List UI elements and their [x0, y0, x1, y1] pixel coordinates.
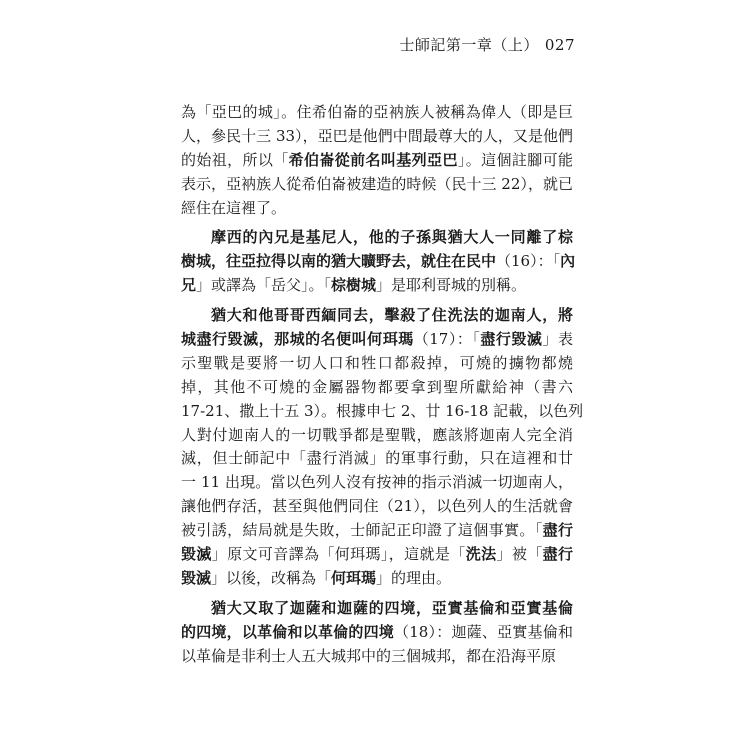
commentary-text: 」表: [542, 330, 573, 349]
paragraph: [181, 304, 584, 591]
running-header: [399, 34, 575, 55]
commentary-text: 」或譯為「岳父」。「: [196, 276, 332, 295]
text-line: [181, 197, 573, 221]
commentary-text: 的始祖，所以「: [181, 150, 289, 169]
commentary-text: 人，參民十三 33），亞巴是他們中間最尊大的人，又是他們: [181, 126, 573, 145]
text-line: [181, 328, 573, 352]
bold-scripture-text: 的四境，以革倫和以革倫的四境: [181, 622, 395, 641]
bold-scripture-text: 毀滅: [181, 568, 212, 587]
bold-scripture-text: 猶大又取了迦薩和迦薩的四境，亞實基倫和亞實基倫: [211, 598, 573, 617]
commentary-text: 」以後，改稱為「: [211, 568, 332, 587]
commentary-text: 」被「: [496, 545, 543, 564]
text-line: [181, 424, 573, 448]
text-line: [181, 226, 573, 250]
bold-scripture-text: 洗法: [465, 545, 497, 564]
commentary-text: （18）：迦薩、亞實基倫和: [394, 622, 573, 641]
text-line: [181, 101, 573, 125]
bold-scripture-text: 城盡行毀滅，那城的名便叫何珥瑪: [181, 330, 414, 349]
text-line: [181, 621, 573, 645]
bold-scripture-text: 何珥瑪: [331, 568, 377, 587]
commentary-text: 17-21、撒上十五 3）。根據申七 2、廿 16-18 記載，以色列: [181, 401, 584, 420]
bold-scripture-text: 毀滅: [181, 545, 212, 564]
bold-scripture-text: 盡行: [542, 521, 573, 540]
commentary-text: 示聖戰是要將一切人口和牲口都殺掉，可燒的擄物都燒: [181, 353, 573, 372]
paragraph: [181, 101, 573, 220]
bold-scripture-text: 盡行毀滅: [480, 330, 543, 349]
bold-scripture-text: 希伯崙從前名叫基列亞巴: [288, 150, 458, 169]
commentary-text: 表示，亞衲族人從希伯崙被建造的時候（民十三 22），就已: [181, 174, 573, 193]
text-line: [181, 352, 573, 376]
text-line: [181, 645, 573, 669]
text-line: [181, 543, 573, 567]
text-line: [181, 274, 573, 298]
commentary-text: （17）：「: [413, 330, 481, 349]
bold-scripture-text: 猶大和他哥哥西緬同去，擊殺了住洗法的迦南人，將: [211, 306, 573, 325]
paragraph: [181, 226, 576, 298]
page-number: 027: [544, 36, 575, 54]
commentary-text: 」是耶利哥城的別稱。: [376, 276, 527, 295]
commentary-text: 經住在這裡了。: [181, 198, 287, 217]
text-line: [181, 567, 573, 591]
commentary-text: （16）：「: [496, 252, 561, 271]
text-line: [181, 597, 573, 621]
text-line: [181, 125, 573, 149]
text-line: [181, 471, 573, 495]
text-line: [181, 519, 573, 543]
commentary-text: 人對付迦南人的一切戰爭都是聖戰，應該將迦南人完全消: [181, 425, 573, 444]
commentary-text: 掉，其他不可燒的金屬器物都要拿到聖所獻給神（書六: [181, 377, 573, 396]
commentary-text: 滅，但士師記中「盡行消滅」的軍事行動，只在這裡和廿: [181, 449, 573, 468]
bold-scripture-text: 棕樹城: [331, 276, 377, 295]
commentary-text: 為「亞巴的城」。住希伯崙的亞衲族人被稱為偉人（即是巨: [181, 103, 573, 121]
text-line: [181, 304, 573, 328]
paragraph: [181, 597, 573, 669]
bold-scripture-text: 摩西的內兄是基尼人，他的子孫與猶大人一同離了棕: [211, 228, 573, 247]
bold-scripture-text: 盡行: [542, 545, 573, 564]
commentary-text: 一 11 出現。當以色列人沒有按神的指示消滅一切迦南人，: [181, 473, 573, 492]
body-text: [181, 101, 584, 668]
text-line: [181, 250, 576, 274]
commentary-text: 被引誘，結局就是失敗，士師記正印證了這個事實。「: [181, 521, 543, 540]
text-line: [181, 173, 573, 197]
running-title: 士師記第一章（上）: [399, 36, 539, 54]
text-line: [181, 495, 573, 519]
bold-scripture-text: 兄: [181, 276, 197, 295]
text-line: [181, 376, 573, 400]
text-line: [181, 447, 573, 471]
commentary-text: 」。這個註腳可能: [457, 150, 573, 169]
commentary-text: 以革倫是非利士人五大城邦中的三個城邦，都在沿海平原: [181, 646, 557, 665]
bold-scripture-text: 內: [560, 252, 576, 271]
text-line: [181, 400, 584, 424]
commentary-text: 」原文可音譯為「何珥瑪」，這就是「: [211, 545, 466, 564]
text-line: [181, 149, 573, 173]
bold-scripture-text: 樹城，往亞拉得以南的猶大曠野去，就住在民中: [181, 252, 497, 271]
commentary-text: 」的理由。: [376, 568, 452, 587]
commentary-text: 讓他們存活，甚至與他們同住（21），以色列人的生活就會: [181, 497, 573, 516]
